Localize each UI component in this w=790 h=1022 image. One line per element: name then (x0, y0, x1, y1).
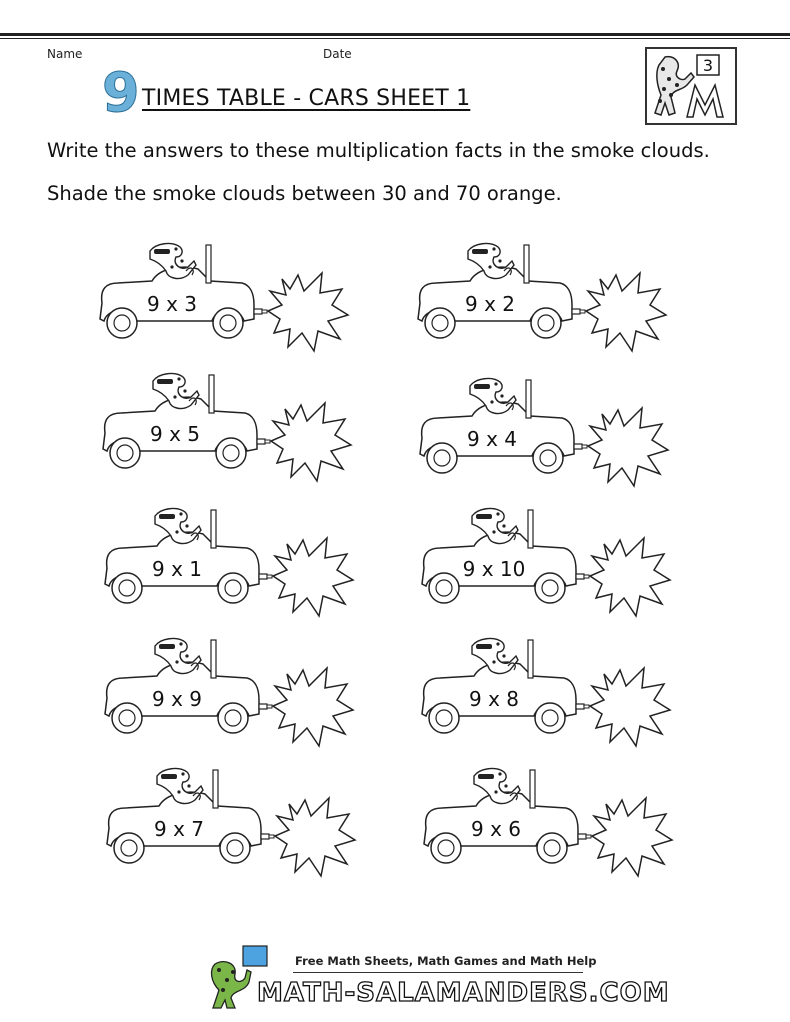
header-rule-thin (0, 38, 790, 39)
grade-number: 3 (702, 56, 714, 75)
smoke-cloud-icon (268, 273, 348, 351)
car-problem-5 (97, 500, 367, 620)
footer-divider (293, 972, 583, 973)
smoke-cloud-icon (273, 668, 353, 746)
multiplication-fact: 9 x 3 (147, 292, 197, 316)
multiplication-fact: 9 x 10 (462, 557, 526, 581)
date-label: Date (323, 47, 352, 61)
car-problem-3 (95, 365, 365, 485)
multiplication-fact: 9 x 2 (465, 292, 515, 316)
instruction-shade-clouds: Shade the smoke clouds between 30 and 70 orange. (47, 182, 562, 205)
smoke-cloud-icon (588, 408, 668, 486)
header-rule-thick (0, 33, 790, 36)
smoke-cloud-icon (275, 798, 355, 876)
multiplication-fact: 9 x 1 (152, 557, 202, 581)
smoke-cloud-icon (586, 273, 666, 351)
footer (205, 940, 670, 1010)
car-problem-8 (414, 630, 684, 750)
car-problem-7 (97, 630, 367, 750)
page-title: TIMES TABLE - CARS SHEET 1 (142, 86, 471, 111)
smoke-cloud-icon (271, 403, 351, 481)
instruction-write-answers: Write the answers to these multiplication facts in the smoke clouds. (47, 139, 710, 162)
car-problem-2 (410, 235, 680, 355)
car-problem-1 (92, 235, 362, 355)
multiplication-fact: 9 x 6 (471, 817, 521, 841)
car-problem-4 (412, 370, 682, 490)
car-problem-6 (414, 500, 684, 620)
car-problem-9 (99, 760, 369, 880)
smoke-cloud-icon (592, 798, 672, 876)
multiplication-fact: 9 x 5 (150, 422, 200, 446)
smoke-cloud-icon (273, 538, 353, 616)
multiplication-fact: 9 x 8 (469, 687, 519, 711)
car-problem-10 (416, 760, 686, 880)
smoke-cloud-icon (590, 538, 670, 616)
multiplication-fact: 9 x 7 (154, 817, 204, 841)
multiplication-fact: 9 x 9 (152, 687, 202, 711)
smoke-cloud-icon (590, 668, 670, 746)
multiplication-fact: 9 x 4 (467, 427, 517, 451)
grade-logo (645, 47, 737, 125)
footer-tagline: Free Math Sheets, Math Games and Math Help (295, 954, 597, 968)
salamander-logo-icon (647, 49, 735, 123)
footer-brand: MATH-SALAMANDERS.COM (257, 978, 670, 1008)
name-label: Name (47, 47, 83, 61)
times-table-number: 9 (102, 61, 140, 124)
